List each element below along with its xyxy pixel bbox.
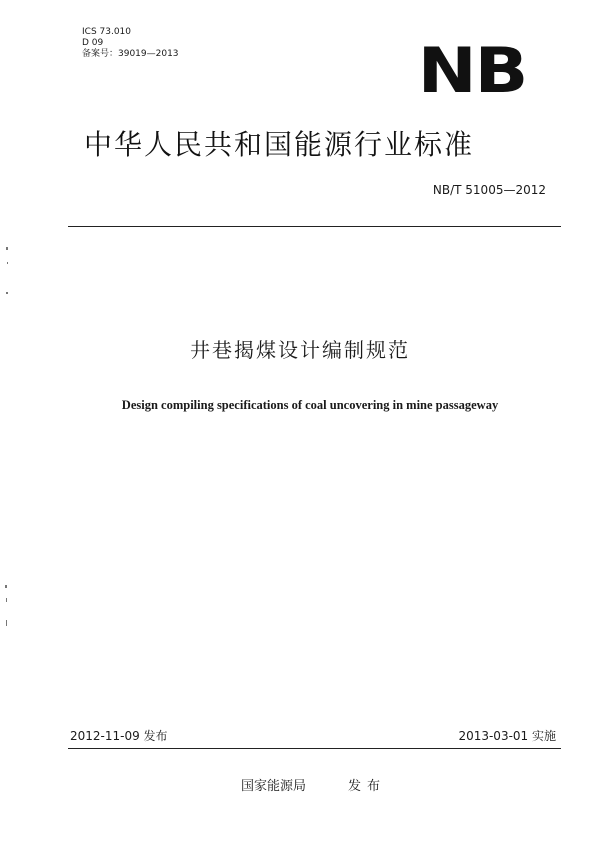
scan-speck	[6, 292, 8, 294]
scan-speck	[6, 620, 7, 626]
document-title-en: Design compiling specifications of coal uncovering in mine passageway	[121, 398, 499, 412]
nb-logo: NB	[417, 34, 526, 107]
document-title-zh: 井巷揭煤设计编制规范	[190, 338, 410, 362]
implementation-date: 2013-03-01 实施	[458, 729, 556, 743]
publish-label: 发布	[348, 779, 387, 794]
scan-speck	[7, 262, 8, 264]
publisher: 国家能源局	[241, 779, 307, 794]
industry-standard-title: 中华人民共和国能源行业标准	[84, 128, 475, 161]
issue-date: 2012-11-09 发布	[70, 729, 168, 743]
bottom-divider	[68, 748, 561, 749]
category-code: D 09	[82, 38, 104, 48]
ics-code: ICS 73.010	[82, 27, 132, 37]
scan-speck	[5, 585, 7, 588]
scan-speck	[6, 247, 8, 250]
top-divider	[68, 226, 561, 227]
scan-speck	[6, 598, 7, 602]
record-number: 备案号：39019—2013	[82, 49, 179, 59]
standard-number: NB/T 51005—2012	[432, 183, 546, 197]
